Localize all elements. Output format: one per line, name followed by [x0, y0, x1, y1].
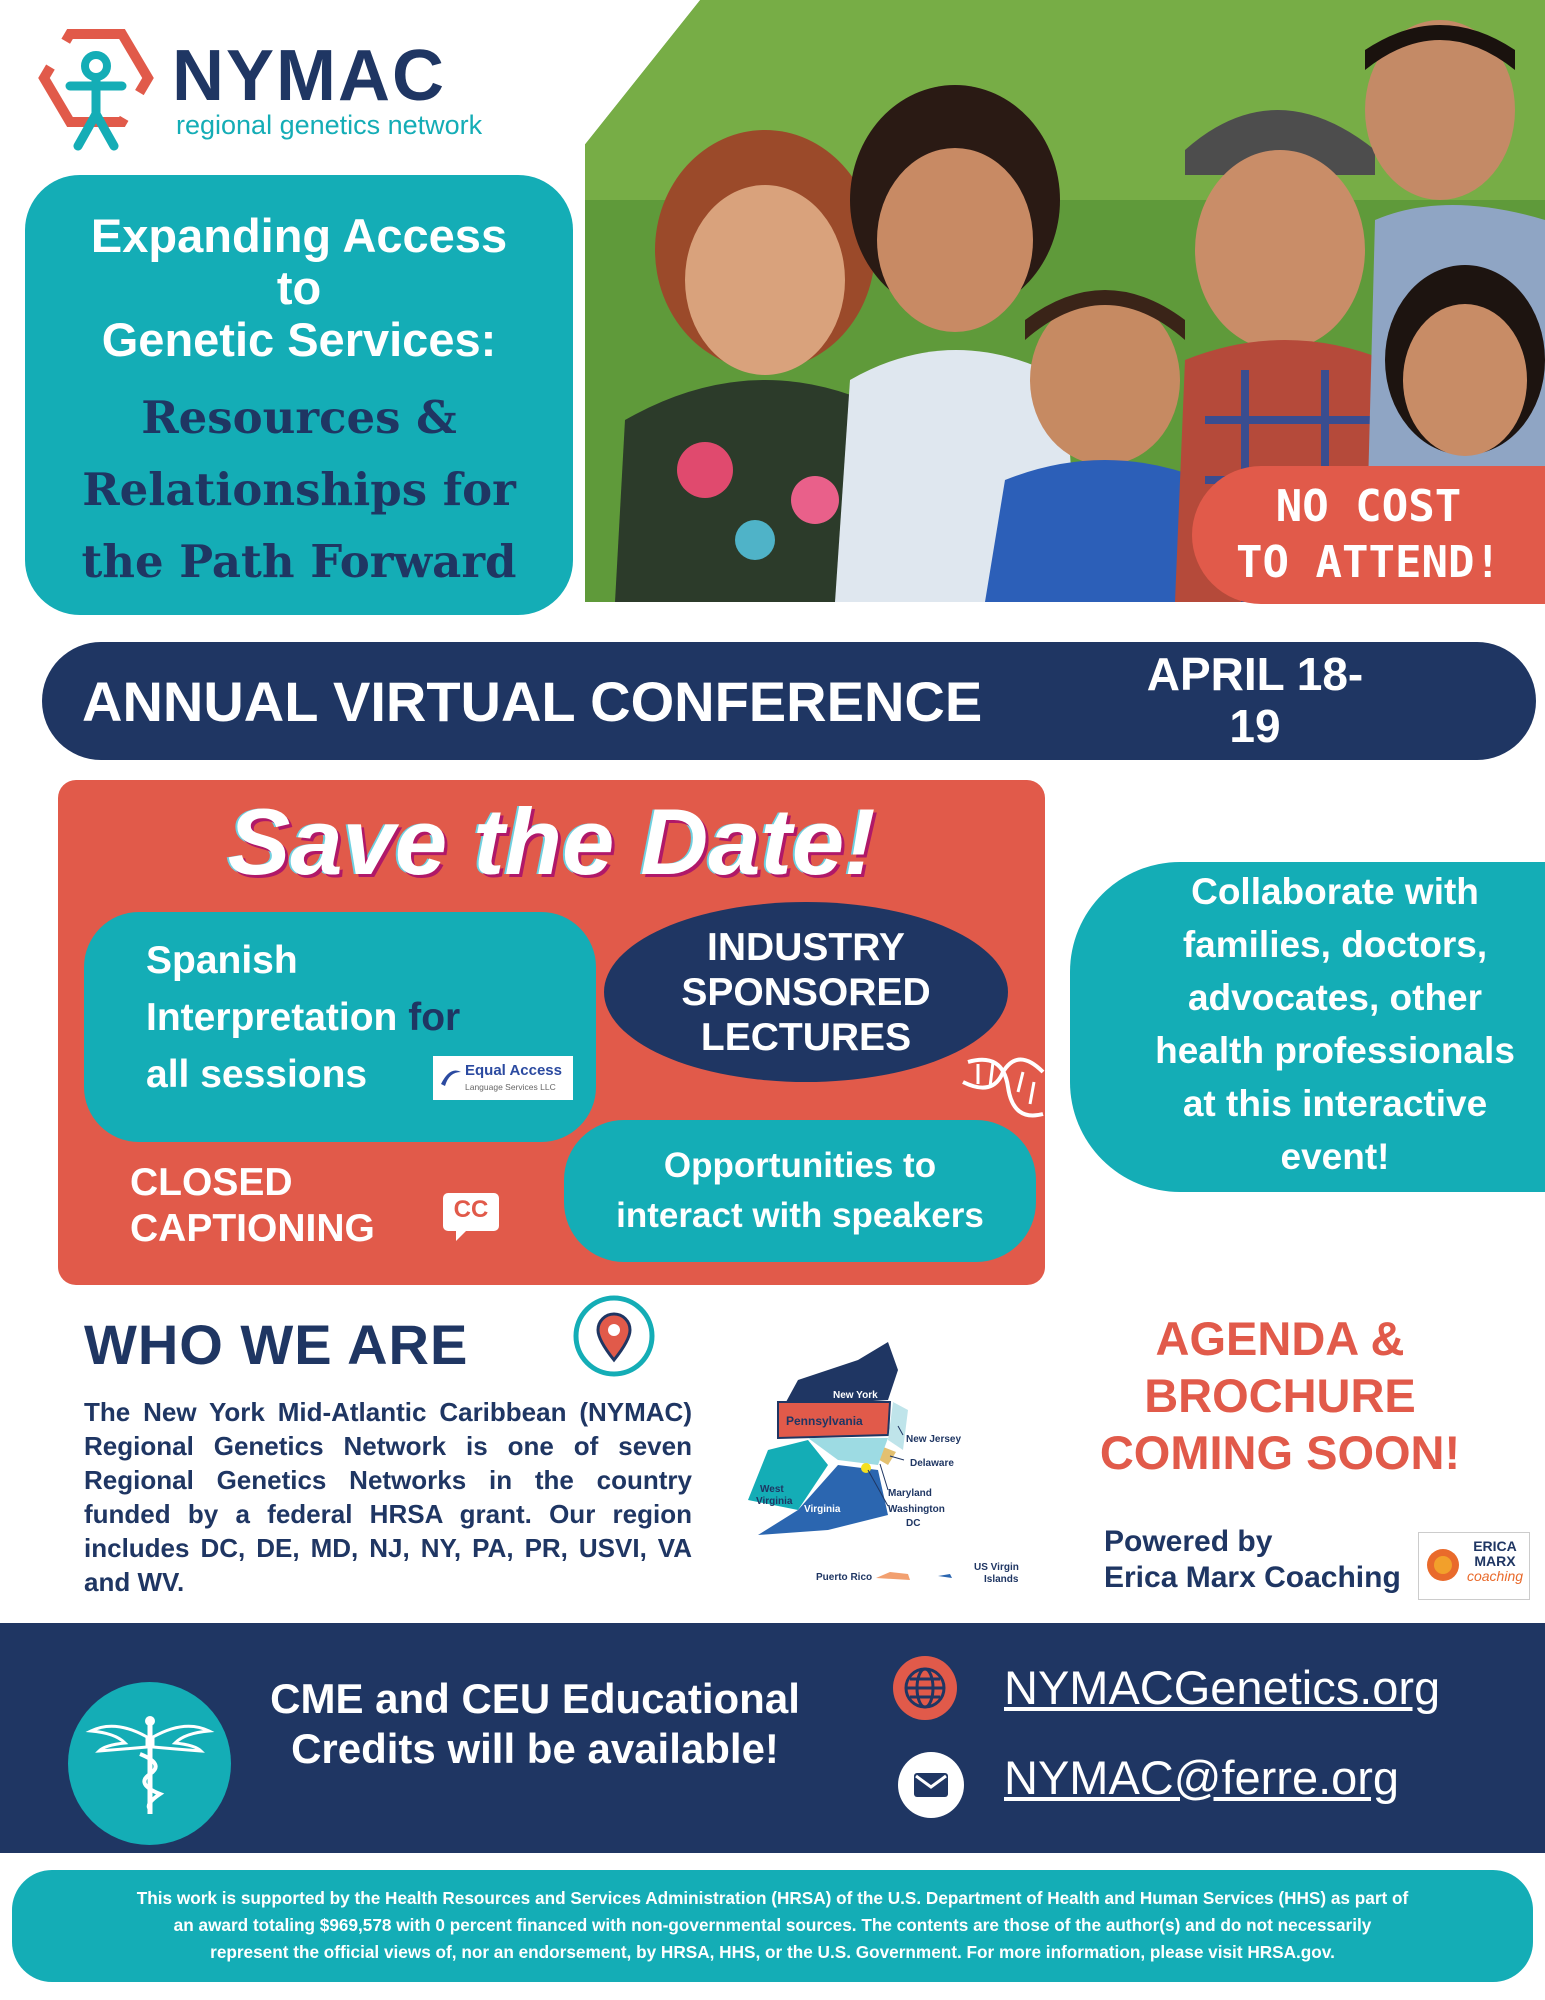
- erica-marx-logo: ERICA MARX coaching: [1418, 1532, 1530, 1600]
- collaborate-text: Collaborate with families, doctors, advocates, other health professionals at this interactive event!: [1155, 871, 1515, 1177]
- region-map: [738, 1340, 1028, 1592]
- dna-icon: [958, 1042, 1048, 1132]
- educational-credits-text: CME and CEU Educational Credits will be available!: [270, 1675, 800, 1772]
- map-label-west: West: [760, 1484, 784, 1495]
- closed-captioning-text: CLOSED CAPTIONING: [130, 1161, 375, 1250]
- map-label-us-virgin: US Virgin: [974, 1562, 1019, 1573]
- map-label-new-jersey: New Jersey: [906, 1434, 962, 1445]
- mail-icon: [914, 1773, 948, 1797]
- conference-title: ANNUAL VIRTUAL CONFERENCE: [82, 669, 983, 733]
- email-link[interactable]: NYMAC@ferre.org: [1004, 1751, 1400, 1804]
- hero-title: Expanding Access to Genetic Services:: [90, 209, 508, 366]
- globe-icon: [892, 1655, 958, 1721]
- caduceus-badge: [68, 1682, 231, 1845]
- equal-access-logo: Equal Access Language Services LLC: [433, 1056, 573, 1100]
- map-label-puerto-rico: Puerto Rico: [816, 1572, 873, 1583]
- map-label-islands: Islands: [984, 1574, 1019, 1585]
- map-label-west-virginia: Virginia: [756, 1496, 793, 1507]
- logo-subtitle: regional genetics network: [176, 110, 483, 140]
- website-link[interactable]: NYMACGenetics.org: [1004, 1661, 1441, 1714]
- closed-caption-icon: CC: [442, 1192, 500, 1236]
- equal-access-swirl-icon: [437, 1064, 463, 1092]
- who-we-are-heading: WHO WE ARE: [84, 1313, 469, 1376]
- map-label-pennsylvania: Pennsylvania: [786, 1414, 863, 1428]
- disclaimer-text: This work is supported by the Health Resources and Services Administration (HRSA) of the U.S. Department of Health and Human Services (HHS) as part of an award totaling $969,578 with 0 percent financed with non-governmental sources. The contents are those of the author(s) and do not necessarily represent the official views of, nor an endorsement, by HRSA, HHS, or the U.S. Government. For more information, please visit HRSA.gov.: [136, 1888, 1409, 1962]
- hero-subtitle: Resources & Relationships for the Path Forward: [81, 391, 517, 588]
- caduceus-icon: [85, 1709, 215, 1819]
- map-label-virginia: Virginia: [804, 1504, 841, 1515]
- map-label-dc: DC: [906, 1518, 921, 1529]
- map-label-delaware: Delaware: [910, 1458, 954, 1469]
- map-label-washington: Washington: [888, 1504, 945, 1515]
- save-the-date-title: Save the Date!: [227, 789, 876, 894]
- location-pin-icon: [572, 1294, 656, 1378]
- sunburst-icon: [1421, 1541, 1465, 1585]
- no-cost-badge: NO COST TO ATTEND!: [1192, 466, 1545, 604]
- map-label-maryland: Maryland: [888, 1488, 932, 1499]
- industry-lectures-oval: INDUSTRY SPONSORED LECTURES: [604, 902, 1008, 1082]
- conference-date: APRIL 18-19 2024: [1146, 648, 1364, 804]
- agenda-coming-soon: AGENDA & BROCHURE COMING SOON!: [1099, 1312, 1461, 1479]
- spanish-interpretation-text: Spanish Interpretation for all sessions: [146, 939, 461, 1096]
- speaker-interaction-box: Opportunities to interact with speakers: [564, 1120, 1036, 1262]
- mail-icon-badge: [898, 1752, 964, 1818]
- who-we-are-body: The New York Mid-Atlantic Caribbean (NYMAC) Regional Genetics Network is one of seven Regional Genetics Networks in the country funded by a federal HRSA grant. Our region includes DC, DE, MD, NJ, NY, PA, PR, USVI, VA and WV.: [84, 1397, 692, 1597]
- map-label-new-york: New York: [833, 1390, 878, 1401]
- logo-title: NYMAC: [172, 36, 446, 116]
- nymac-logo-icon: [30, 28, 162, 156]
- powered-by-text: Powered by Erica Marx Coaching: [1104, 1525, 1401, 1594]
